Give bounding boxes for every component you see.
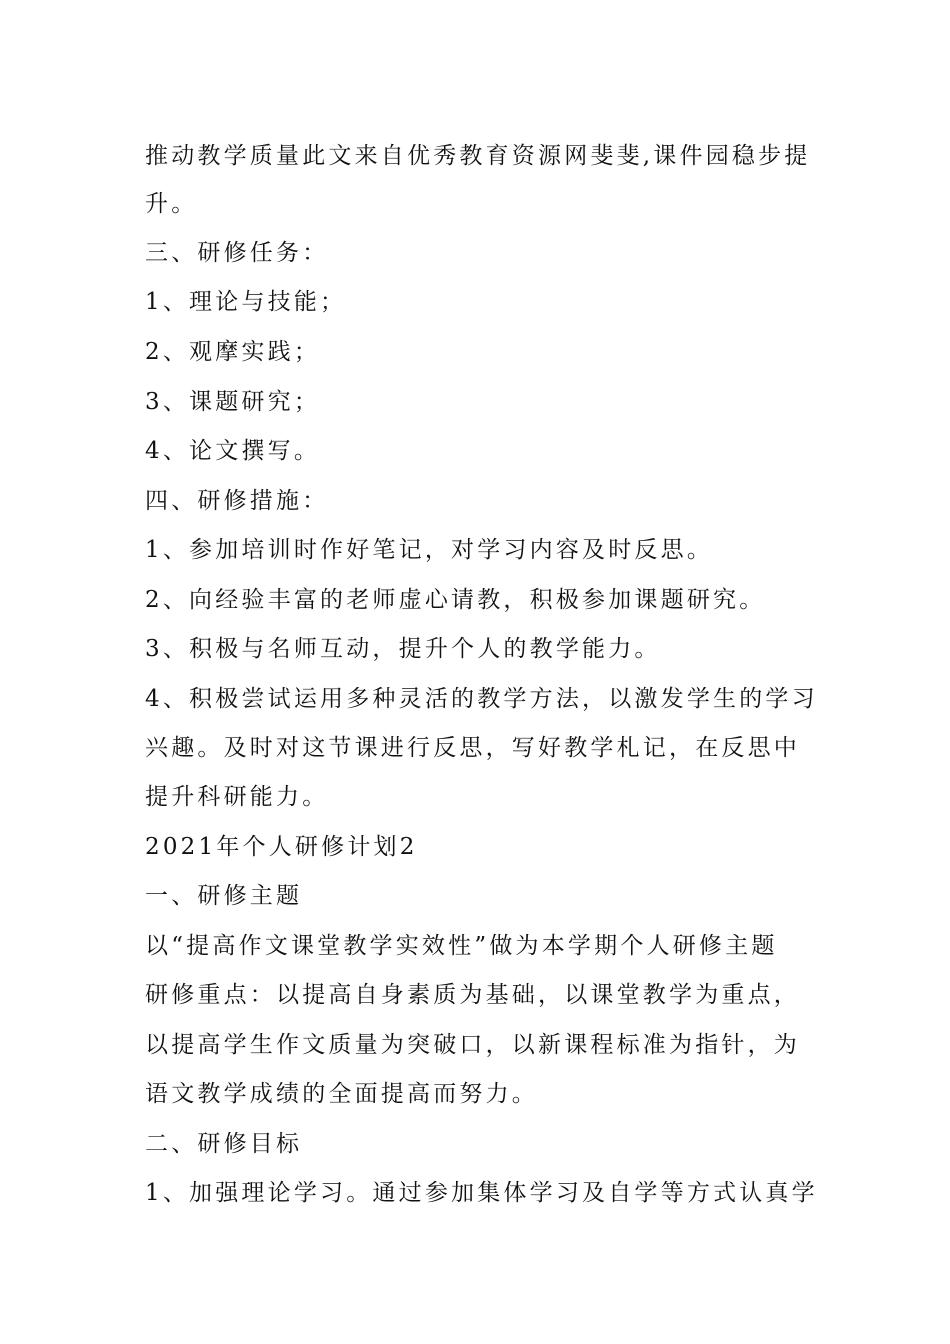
section-heading: 四、研修措施： <box>145 488 329 514</box>
list-item: 4、积极尝试运用多种灵活的教学方法，以激发学生的学习 <box>145 686 818 712</box>
list-item: 3、课题研究； <box>145 389 321 415</box>
list-item: 2、观摩实践； <box>145 339 321 365</box>
list-item: 1、参加培训时作好笔记，对学习内容及时反思。 <box>145 537 714 563</box>
paragraph-line: 以提高学生作文质量为突破口，以新课程标准为指针，为 <box>145 1032 800 1058</box>
list-item: 3、积极与名师互动，提升个人的教学能力。 <box>145 636 661 662</box>
document-title: 2021年个人研修计划2 <box>145 834 418 860</box>
list-item: 1、理论与技能； <box>145 289 347 315</box>
list-item: 2、向经验丰富的老师虚心请教，积极参加课题研究。 <box>145 587 766 613</box>
list-item: 4、论文撰写。 <box>145 438 321 464</box>
section-heading: 二、研修目标 <box>145 1131 303 1157</box>
section-heading: 一、研修主题 <box>145 883 303 909</box>
list-item: 1、加强理论学习。通过参加集体学习及自学等方式认真学 <box>145 1180 818 1206</box>
paragraph-line: 语文教学成绩的全面提高而努力。 <box>145 1081 538 1107</box>
paragraph-line: 兴趣。及时对这节课进行反思，写好教学札记，在反思中 <box>145 735 800 761</box>
paragraph-line: 推动教学质量此文来自优秀教育资源网斐斐,课件园稳步提 <box>145 143 811 169</box>
paragraph-line: 提升科研能力。 <box>145 784 329 810</box>
section-heading: 三、研修任务： <box>145 240 329 266</box>
paragraph-line: 以“提高作文课堂教学实效性”做为本学期个人研修主题 <box>145 933 778 959</box>
paragraph-line: 研修重点：以提高自身素质为基础，以课堂教学为重点， <box>145 982 800 1008</box>
paragraph-line: 升。 <box>145 191 198 217</box>
